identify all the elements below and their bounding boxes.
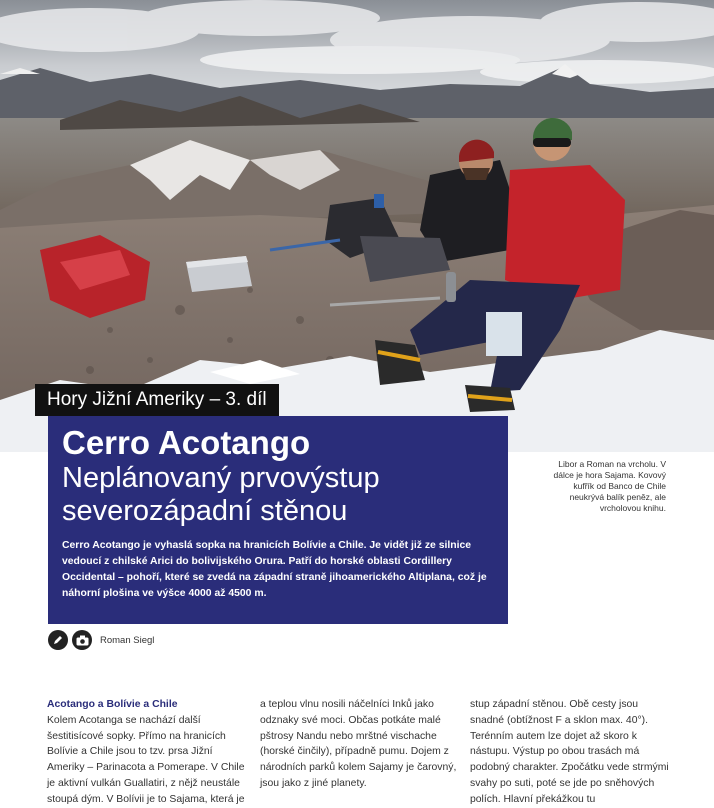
byline bbox=[48, 629, 154, 651]
section-heading: Acotango a Bolívie a Chile bbox=[47, 699, 178, 710]
photo-caption: Libor a Roman na vrcholu. V dálce je hora Sajama. Kovový kufřík od Banco de Chile neukrývá balík peněz, ale vrcholovou knihu. bbox=[553, 459, 666, 513]
author-name: Roman Siegl bbox=[100, 634, 155, 646]
lead-paragraph: Cerro Acotango je vyhaslá sopka na hranicích Bolívie a Chile. Je vidět již ze silnice vedoucí z chilské Arici do bolivijského Orura. Patří do horské oblasti Cordillery Occidental – pohoří, které se zvedá na západní straně jihoamerického Altiplana, což je náhorní plošina ve výšce 4000 až 4500 m. bbox=[62, 540, 487, 599]
thermos bbox=[446, 272, 456, 302]
body-column-2 bbox=[260, 697, 465, 792]
series-label: Hory Jižní Ameriky – 3. díl bbox=[35, 384, 279, 416]
camera-icon bbox=[72, 630, 92, 650]
body-text-2: a teplou vlnu nosili náčelníci Inků jako odznaky své moci. Občas potkáte malé pštrosy Nandu nebo mrštné vischache (horské činčily), případně pumu. Dojem z národních parků kolem Sajamy je čarovný, jsou jako z jiné planety. bbox=[260, 699, 457, 789]
body-column-1 bbox=[47, 697, 252, 808]
body-text-1: Kolem Acotanga se nachází další šestitisícové sopky. Přímo na hranicích Bolívie a Chile jsou to tzv. prsa Jižní Ameriky – Parinacota a Pomerape. V Chile je aktivní vulkán Guallatiri, z nějž neustále stoupá dým. V Bolívii je to Sajama, která je bbox=[47, 714, 245, 805]
article-title: Cerro Acotango bbox=[62, 424, 311, 461]
subtitle-line-1: Neplánovaný prvovýstup bbox=[62, 462, 380, 494]
title-box bbox=[48, 416, 508, 624]
subtitle-line-2: severozápadní stěnou bbox=[62, 495, 348, 527]
pen-icon bbox=[48, 630, 68, 650]
summit-book-bag bbox=[486, 312, 522, 356]
body-text-3: stup západní stěnou. Obě cesty jsou snadné (obtížnost F a sklon max. 40°). Terénním autem lze dojet až skoro k nástupu. Výstup po obou trasách má podobný charakter. Zpočátku vede strmými svahy po suti, poté se jde po sněhových polích. Hlavní překážkou tu bbox=[470, 699, 669, 805]
body-column-3 bbox=[470, 697, 675, 808]
